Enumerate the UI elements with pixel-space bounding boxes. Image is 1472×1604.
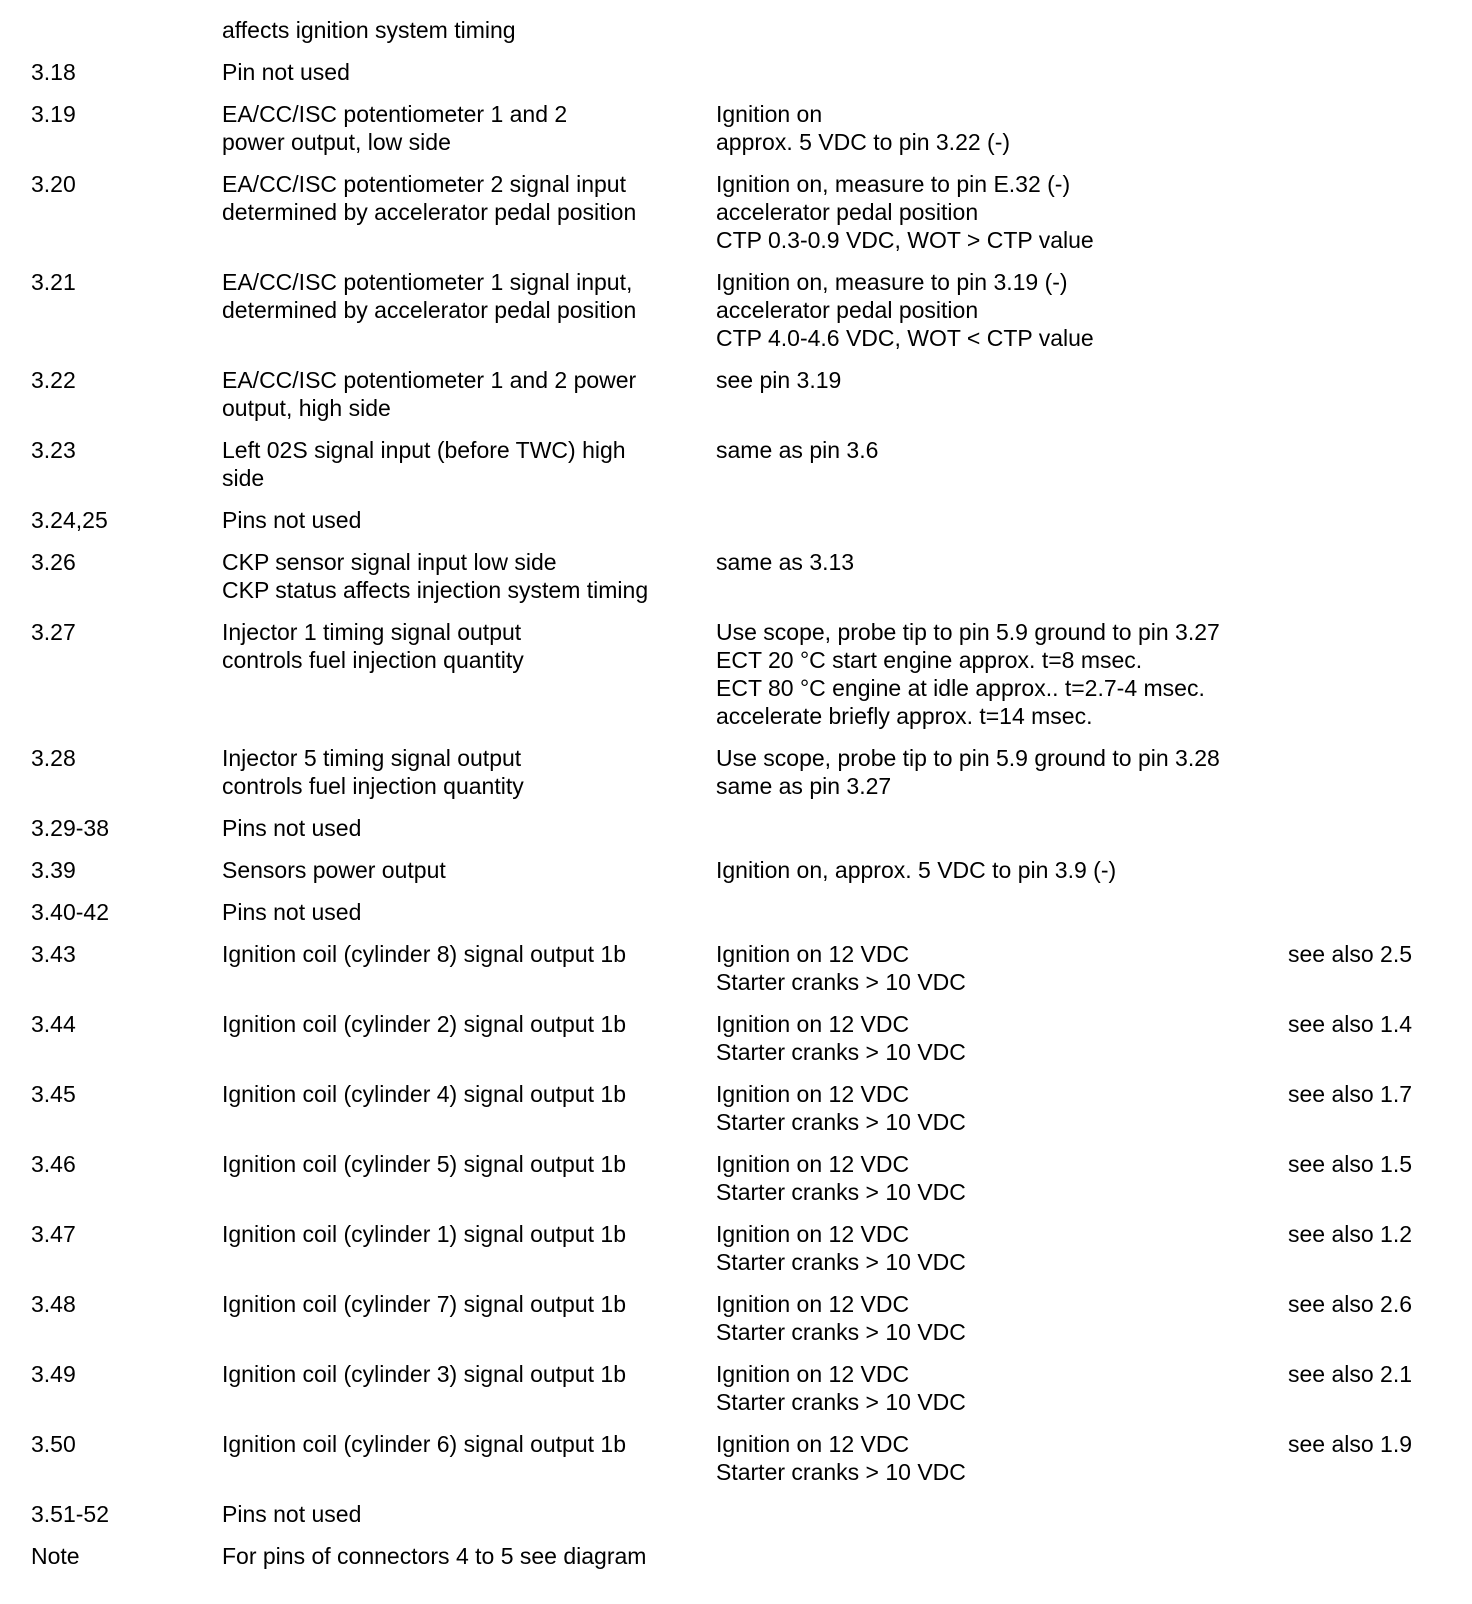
table-row <box>0 436 1472 492</box>
description-line: Ignition coil (cylinder 3) signal output 1b <box>222 1361 627 1387</box>
table-row <box>0 268 1472 352</box>
table-row <box>0 58 1472 86</box>
pin-number: 3.50 <box>31 1431 76 1457</box>
table-row <box>0 1542 1472 1570</box>
see-also-reference: see also 2.5 <box>1288 941 1413 967</box>
pin-number: Note <box>31 1543 80 1569</box>
table-row <box>0 506 1472 534</box>
test-line: Ignition on, approx. 5 VDC to pin 3.9 (-) <box>716 857 1117 883</box>
table-row <box>0 1220 1472 1276</box>
pin-number: 3.22 <box>31 367 76 393</box>
pin-number: 3.39 <box>31 857 76 883</box>
test-condition <box>716 1080 966 1136</box>
pin-number: 3.45 <box>31 1081 76 1107</box>
table-row <box>0 1360 1472 1416</box>
test-line: CTP 0.3-0.9 VDC, WOT > CTP value <box>716 227 1094 253</box>
pin-table <box>0 58 1472 1584</box>
test-condition <box>716 940 966 996</box>
test-line: Starter cranks > 10 VDC <box>716 969 966 995</box>
test-condition <box>716 1430 966 1486</box>
pin-description <box>222 436 626 492</box>
table-row <box>0 618 1472 730</box>
test-line: CTP 4.0-4.6 VDC, WOT < CTP value <box>716 325 1094 351</box>
see-also-reference: see also 1.9 <box>1288 1431 1413 1457</box>
pin-number: 3.48 <box>31 1291 76 1317</box>
see-also-reference: see also 2.6 <box>1288 1291 1413 1317</box>
test-condition <box>716 170 1094 254</box>
description-line: controls fuel injection quantity <box>222 773 524 799</box>
description-line: Ignition coil (cylinder 1) signal output 1b <box>222 1221 627 1247</box>
pin-number: 3.24,25 <box>31 507 108 533</box>
test-condition <box>716 1010 966 1066</box>
description-line: side <box>222 465 265 491</box>
pin-description <box>222 506 361 534</box>
test-condition <box>716 1290 966 1346</box>
description-line: Ignition coil (cylinder 2) signal output 1b <box>222 1011 627 1037</box>
test-line: Starter cranks > 10 VDC <box>716 1319 966 1345</box>
test-line: Ignition on 12 VDC <box>716 1291 910 1317</box>
table-row <box>0 744 1472 800</box>
pin-description <box>222 58 350 86</box>
test-condition <box>716 366 841 394</box>
pin-description <box>222 1220 626 1248</box>
pin-description <box>222 1500 361 1528</box>
description-line: Pins not used <box>222 1501 362 1527</box>
pin-number: 3.51-52 <box>31 1501 110 1527</box>
pin-description <box>222 1290 626 1318</box>
pin-number: 3.26 <box>31 549 76 575</box>
description-line: determined by accelerator pedal position <box>222 199 637 225</box>
test-line: Ignition on 12 VDC <box>716 1221 910 1247</box>
pin-number: 3.40-42 <box>31 899 110 925</box>
test-line: accelerator pedal position <box>716 199 979 225</box>
pin-number: 3.18 <box>31 59 76 85</box>
pin-number: 3.21 <box>31 269 76 295</box>
test-line: same as pin 3.6 <box>716 437 879 463</box>
table-row <box>0 898 1472 926</box>
test-line: accelerator pedal position <box>716 297 979 323</box>
test-line: Ignition on, measure to pin E.32 (-) <box>716 171 1071 197</box>
test-line: Ignition on 12 VDC <box>716 1431 910 1457</box>
table-row <box>0 940 1472 996</box>
description-line: determined by accelerator pedal position <box>222 297 637 323</box>
pin-number: 3.29-38 <box>31 815 110 841</box>
test-condition <box>716 744 1220 800</box>
test-condition <box>716 1360 966 1416</box>
table-row <box>0 548 1472 604</box>
pin-number: 3.28 <box>31 745 76 771</box>
test-line: same as pin 3.27 <box>716 773 892 799</box>
description-line: Ignition coil (cylinder 5) signal output 1b <box>222 1151 627 1177</box>
description-line: Injector 5 timing signal output <box>222 745 522 771</box>
test-line: Ignition on 12 VDC <box>716 1081 910 1107</box>
table-row <box>0 1010 1472 1066</box>
description-line: controls fuel injection quantity <box>222 647 524 673</box>
pin-description <box>222 548 648 604</box>
description-line: Ignition coil (cylinder 7) signal output 1b <box>222 1291 627 1317</box>
test-line: Use scope, probe tip to pin 5.9 ground to pin 3.28 <box>716 745 1220 771</box>
table-row <box>0 1430 1472 1486</box>
pin-description <box>222 1542 646 1570</box>
table-row <box>0 1150 1472 1206</box>
test-line: Starter cranks > 10 VDC <box>716 1039 966 1065</box>
pin-number: 3.43 <box>31 941 76 967</box>
test-condition <box>716 1220 966 1276</box>
pin-number: 3.20 <box>31 171 76 197</box>
pin-description <box>222 814 361 842</box>
test-condition <box>716 1150 966 1206</box>
test-condition <box>716 436 878 464</box>
description-line: Pin not used <box>222 59 350 85</box>
test-line: Ignition on 12 VDC <box>716 1151 910 1177</box>
pin-number: 3.27 <box>31 619 76 645</box>
test-line: Starter cranks > 10 VDC <box>716 1179 966 1205</box>
description-line: Ignition coil (cylinder 6) signal output 1b <box>222 1431 627 1457</box>
pin-description <box>222 940 626 968</box>
test-line: same as 3.13 <box>716 549 855 575</box>
test-line: see pin 3.19 <box>716 367 842 393</box>
pin-description <box>222 856 446 884</box>
test-line: ECT 20 °C start engine approx. t=8 msec. <box>716 647 1143 673</box>
pin-description <box>222 1360 626 1388</box>
test-line: approx. 5 VDC to pin 3.22 (-) <box>716 129 1011 155</box>
description-line: EA/CC/ISC potentiometer 2 signal input <box>222 171 626 197</box>
pin-number: 3.49 <box>31 1361 76 1387</box>
pin-description <box>222 1080 626 1108</box>
description-line: Pins not used <box>222 815 362 841</box>
description-line: EA/CC/ISC potentiometer 1 signal input, <box>222 269 633 295</box>
test-line: Starter cranks > 10 VDC <box>716 1249 966 1275</box>
test-line: Use scope, probe tip to pin 5.9 ground to pin 3.27 <box>716 619 1220 645</box>
test-condition <box>716 268 1094 352</box>
test-line: Starter cranks > 10 VDC <box>716 1109 966 1135</box>
see-also-reference: see also 2.1 <box>1288 1361 1413 1387</box>
see-also-reference: see also 1.7 <box>1288 1081 1413 1107</box>
pin-description <box>222 1150 626 1178</box>
pin-number: 3.19 <box>31 101 76 127</box>
description-line: Pins not used <box>222 507 362 533</box>
description-line: Left 02S signal input (before TWC) high <box>222 437 626 463</box>
table-row <box>0 170 1472 254</box>
table-row <box>0 814 1472 842</box>
description-line: EA/CC/ISC potentiometer 1 and 2 <box>222 101 568 127</box>
test-line: Ignition on 12 VDC <box>716 941 910 967</box>
table-row <box>0 1290 1472 1346</box>
continued-description: affects ignition system timing <box>222 17 516 43</box>
pin-description <box>222 618 524 674</box>
pin-description <box>222 170 636 226</box>
test-condition <box>716 856 1116 884</box>
test-line: Ignition on 12 VDC <box>716 1361 910 1387</box>
table-row <box>0 1500 1472 1528</box>
description-line: Pins not used <box>222 899 362 925</box>
description-line: Ignition coil (cylinder 4) signal output 1b <box>222 1081 627 1107</box>
pin-description <box>222 366 636 422</box>
test-condition <box>716 618 1220 730</box>
pin-description <box>222 100 567 156</box>
pin-description <box>222 268 636 324</box>
test-line: Ignition on <box>716 101 823 127</box>
pin-description <box>222 898 361 926</box>
see-also-reference: see also 1.4 <box>1288 1011 1413 1037</box>
test-line: Ignition on 12 VDC <box>716 1011 910 1037</box>
description-line: CKP status affects injection system timing <box>222 577 649 603</box>
pin-number: 3.47 <box>31 1221 76 1247</box>
description-line: For pins of connectors 4 to 5 see diagram <box>222 1543 647 1569</box>
test-line: Starter cranks > 10 VDC <box>716 1389 966 1415</box>
see-also-reference: see also 1.5 <box>1288 1151 1413 1177</box>
pin-number: 3.44 <box>31 1011 76 1037</box>
test-line: Ignition on, measure to pin 3.19 (-) <box>716 269 1068 295</box>
table-row <box>0 366 1472 422</box>
description-line: power output, low side <box>222 129 451 155</box>
table-row <box>0 100 1472 156</box>
description-line: Ignition coil (cylinder 8) signal output 1b <box>222 941 627 967</box>
pin-description <box>222 1010 626 1038</box>
description-line: Injector 1 timing signal output <box>222 619 522 645</box>
test-line: accelerate briefly approx. t=14 msec. <box>716 703 1093 729</box>
test-condition <box>716 100 1010 156</box>
table-row <box>0 1080 1472 1136</box>
pin-number: 3.46 <box>31 1151 76 1177</box>
description-line: output, high side <box>222 395 391 421</box>
description-line: EA/CC/ISC potentiometer 1 and 2 power <box>222 367 637 393</box>
description-line: Sensors power output <box>222 857 446 883</box>
test-line: ECT 80 °C engine at idle approx.. t=2.7-4 msec. <box>716 675 1205 701</box>
pin-description <box>222 1430 626 1458</box>
description-line: CKP sensor signal input low side <box>222 549 557 575</box>
see-also-reference: see also 1.2 <box>1288 1221 1413 1247</box>
pin-description <box>222 744 524 800</box>
pin-number: 3.23 <box>31 437 76 463</box>
table-row <box>0 856 1472 884</box>
test-line: Starter cranks > 10 VDC <box>716 1459 966 1485</box>
test-condition <box>716 548 854 576</box>
